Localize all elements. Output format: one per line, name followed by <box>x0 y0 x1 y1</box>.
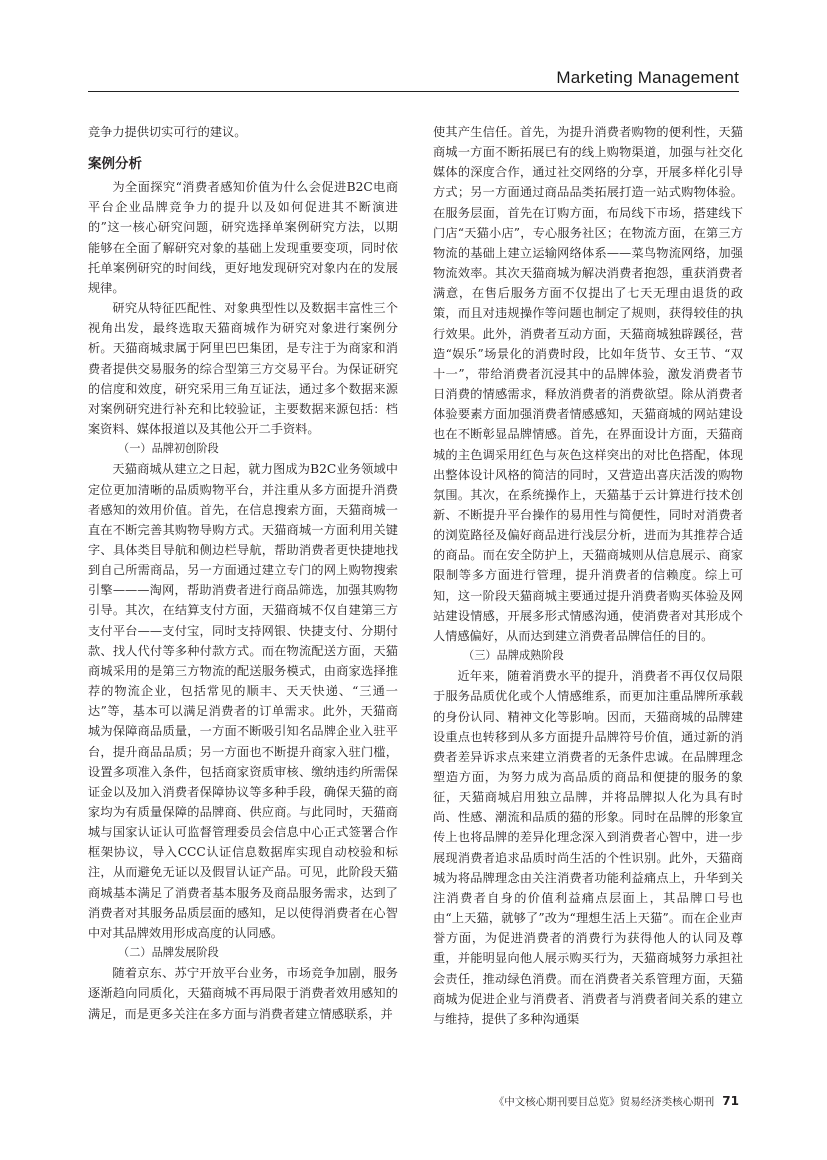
body-paragraph: 随着京东、苏宁开放平台业务，市场竞争加剧，服务逐渐趋向同质化，天猫商城不再局限于消费者效用感知的满足，而是更多关注在多方面与消费者建立情感联系，并 <box>88 966 398 1021</box>
right-column <box>433 122 743 1029</box>
subsection-heading: （二）品牌发展阶段 <box>118 946 219 960</box>
body-paragraph: 为全面探究“消费者感知价值为什么会促进B2C电商平台企业品牌竞争力的提升以及如何促进其不断演进的”这一核心研究问题，研究选择单案例研究方法，以期能够在全面了解研究对象的基础上发现重要变项，同时依托单案例研究的时间线，更好地发现研究对象内在的发展规律。 <box>88 180 398 295</box>
subsection-heading: （三）品牌成熟阶段 <box>463 649 564 663</box>
running-header-title: Marketing Management <box>556 68 739 87</box>
body-paragraph: 近年来，随着消费水平的提升，消费者不再仅仅局限于服务品质优化或个人情感维系，而更加注重品牌所承载的身份认同、精神文化等影响。因而，天猫商城的品牌建设重点也转移到从多方面提升品牌符号价值，通过新的消费者差异诉求点来建立消费者的无条件忠诚。在品牌理念塑造方面，为努力成为高品质的商品和便捷的服务的象征，天猫商城启用独立品牌，并将品牌拟人化为具有时尚、性感、潮流和品质的猫的形象。同时在品牌的形象宣传上也将品牌的差异化理念深入到消费者心智中，进一步展现消费者追求品质时尚生活的个性识别。此外，天猫商城为将品牌理念由关注消费者功能利益痛点上，升华到关注消费者自身的价值利益痛点层面上，其品牌口号也由“上天猫，就够了”改为“理想生活上天猫”。而在企业声誉方面，为促进消费者的消费行为获得他人的认同及尊重，并能明显向他人展示购买行为，天猫商城努力承担社会责任，推动绿色消费。而在消费者关系管理方面，天猫商城为促进企业与消费者、消费者与消费者间关系的建立与维持，提供了多种沟通渠 <box>433 669 743 1026</box>
body-paragraph: 天猫商城从建立之日起，就力图成为B2C业务领域中定位更加清晰的品质购物平台，并注重从多方面提升消费者感知的效用价值。首先，在信息搜索方面，天猫商城一直在不断完善其购物导购方式。天猫商城一方面利用关键字、具体类目导航和侧边栏导航，帮助消费者更快捷地找到自己所需商品，另一方面通过建立专门的网上购物搜索引擎———淘网，帮助消费者进行商品筛选，加强其购物引导。其次，在结算支付方面，天猫商城不仅自建第三方支付平台——支付宝，同时支持网银、快捷支付、分期付款、找人代付等多种付款方式。而在物流配送方面，天猫商城采用的是第三方物流的配送服务模式，由商家选择推荐的物流企业，包括常见的顺丰、天天快递、“三通一达”等，基本可以满足消费者的订单需求。此外，天猫商城为保障商品质量，一方面不断吸引知名品牌企业入驻平台，提升商品品质；另一方面也不断提升商家入驻门槛，设置多项准入条件，包括商家资质审核、缴纳违约所需保证金以及加入消费者保障协议等多种手段，确保天猫的商家均为有质量保障的品牌商、供应商。与此同时，天猫商城与国家认证认可监督管理委员会信息中心正式签署合作框架协议，导入CCC认证信息数据库实现自动校验和标注，从而避免无证以及假冒认证产品。可见，此阶段天猫商城基本满足了消费者基本服务及商品服务需求，达到了消费者对其服务品质层面的感知，足以使得消费者在心智中对其品牌效用形成高度的认同感。 <box>88 462 398 940</box>
left-column <box>88 122 398 1024</box>
footer-journal-note: 《中文核心期刊要目总览》贸易经济类核心期刊 <box>493 1096 715 1108</box>
page-number: 71 <box>722 1094 739 1108</box>
subsection-heading: （一）品牌初创阶段 <box>118 442 219 456</box>
body-paragraph: 研究从特征匹配性、对象典型性以及数据丰富性三个视角出发，最终选取天猫商城作为研究对象进行案例分析。天猫商城隶属于阿里巴巴集团，是专注于为商家和消费者提供交易服务的综合型第三方交易平台。为保证研究的信度和效度，研究采用三角互证法，通过多个数据来源对案例研究进行补充和比较验证，主要数据来源包括：档案资料、媒体报道以及其他公开二手资料。 <box>88 301 398 437</box>
body-paragraph: 使其产生信任。首先，为提升消费者购物的便利性，天猫商城一方面不断拓展已有的线上购物渠道，加强与社交化媒体的深度合作，通过社交网络的分享，开展多样化引导方式；另一方面通过商品品类拓展打造一站式购物体验。在服务层面，首先在订购方面，布局线下市场，搭建线下门店“天猫小店”，专心服务社区；在物流方面，在第三方物流的基础上建立运输网络体系——菜鸟物流网络，加强物流效率。其次天猫商城为解决消费者抱怨，重获消费者满意，在售后服务方面不仅提出了七天无理由退货的政策，而且对违规操作等问题也制定了规则，获得较佳的执行效果。此外，消费者互动方面，天猫商城独辟蹊径，营造“娱乐”场景化的消费时段，比如年货节、女王节、“双十一”，带给消费者沉浸其中的品牌体验，激发消费者节日消费的情感需求，释放消费者的消费欲望。除从消费者体验要素方面加强消费者情感感知，天猫商城的网站建设也在不断彰显品牌情感。首先，在界面设计方面，天猫商城的主色调采用红色与灰色这样突出的对比色搭配，体现出整体设计风格的简洁的同时，又营造出喜庆活泼的购物氛围。其次，在系统操作上，天猫基于云计算进行技术创新、不断提升平台操作的易用性与简便性，同时对消费者的浏览路径及偏好商品进行浅层分析，进而为其推荐合适的商品。而在安全防护上，天猫商城则从信息展示、商家限制等多方面进行管理，提升消费者的信赖度。综上可知，这一阶段天猫商城主要通过提升消费者购买体验及网站建设情感，开展多形式情感沟通，使消费者对其形成个人情感偏好，从而达到建立消费者品牌信任的目的。 <box>433 125 743 643</box>
header-divider <box>88 91 739 92</box>
section-heading: 案例分析 <box>88 156 142 173</box>
continuation-paragraph: 竞争力提供切实可行的建议。 <box>88 125 247 139</box>
page-footer <box>88 1094 739 1109</box>
